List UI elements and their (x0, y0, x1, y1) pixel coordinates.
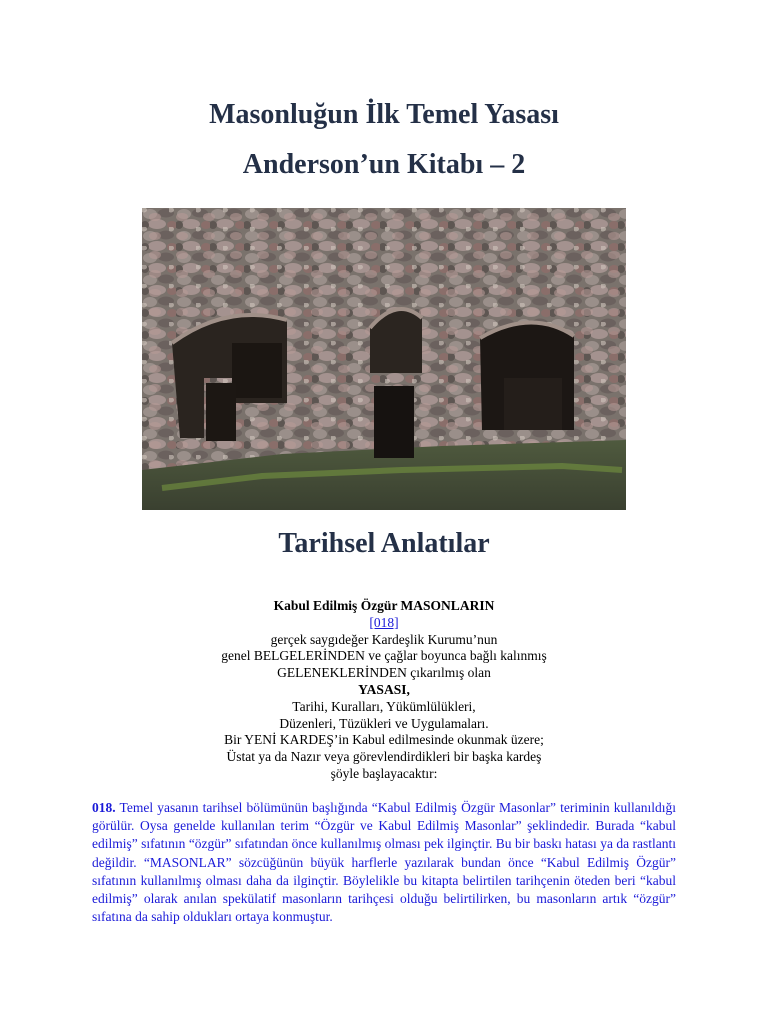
stone-ruins-photo (142, 208, 626, 510)
footnote-text: Temel yasanın tarihsel bölümünün başlığında “Kabul Edilmiş Özgür Masonlar” teriminin kullanıldığı görülür. Oysa genelde kullanılan terim “Özgür ve Kabul Edilmiş Masonlar” şeklindedir. Burada “kabul edilmiş” sıfatının “özgür” sıfatından önce kullanılmış olması pek ilginçtir. Bu bir baskı hatası ya da rastlantı değildir. “MASONLAR” sözcüğünün büyük harflerle yazılarak bundan önce “Kabul Edilmiş Özgür” sıfatının kullanılmış olması daha da ilginçtir. Böylelikle bu kitapta belirtilen tarihçenin öteden beri “kabul edilmiş” olarak anılan spekülatif masonların tarihçesi olduğu belirtilirken, bu masonların artık “özgür” sıfatına da sahip oldukları ortaya konmuştur. (92, 800, 676, 925)
intro-line: Kabul Edilmiş Özgür MASONLARIN (273, 598, 495, 613)
document-subtitle: Anderson’un Kitabı – 2 (242, 149, 526, 180)
intro-line: Üstat ya da Nazır veya görevlendirdikleri bir başka kardeş (226, 749, 542, 765)
intro-line: gerçek saygıdeğer Kardeşlik Kurumu’nun (270, 631, 498, 647)
intro-line: genel BELGELERİNDEN ve çağlar boyunca bağlı kalınmış (221, 648, 547, 664)
intro-line: Bir YENİ KARDEŞ’in Kabul edilmesinde okunmak üzere; (224, 732, 544, 748)
footnote-number: 018. (92, 800, 116, 815)
intro-line: GELENEKLERİNDEN çıkarılmış olan (277, 665, 491, 681)
intro-line: Düzenleri, Tüzükleri ve Uygulamaları. (279, 715, 489, 731)
intro-line: YASASI, (358, 681, 410, 697)
intro-line: Tarihi, Kuralları, Yükümlülükleri, (292, 698, 476, 714)
footnote-paragraph (92, 799, 676, 926)
footnote-ref-link[interactable]: [018] (369, 614, 399, 630)
intro-line: şöyle başlayacaktır: (330, 765, 438, 781)
law-title-block (0, 598, 768, 783)
document-title: Masonluğun İlk Temel Yasası (209, 99, 559, 130)
section-title: Tarihsel Anlatılar (278, 528, 490, 559)
